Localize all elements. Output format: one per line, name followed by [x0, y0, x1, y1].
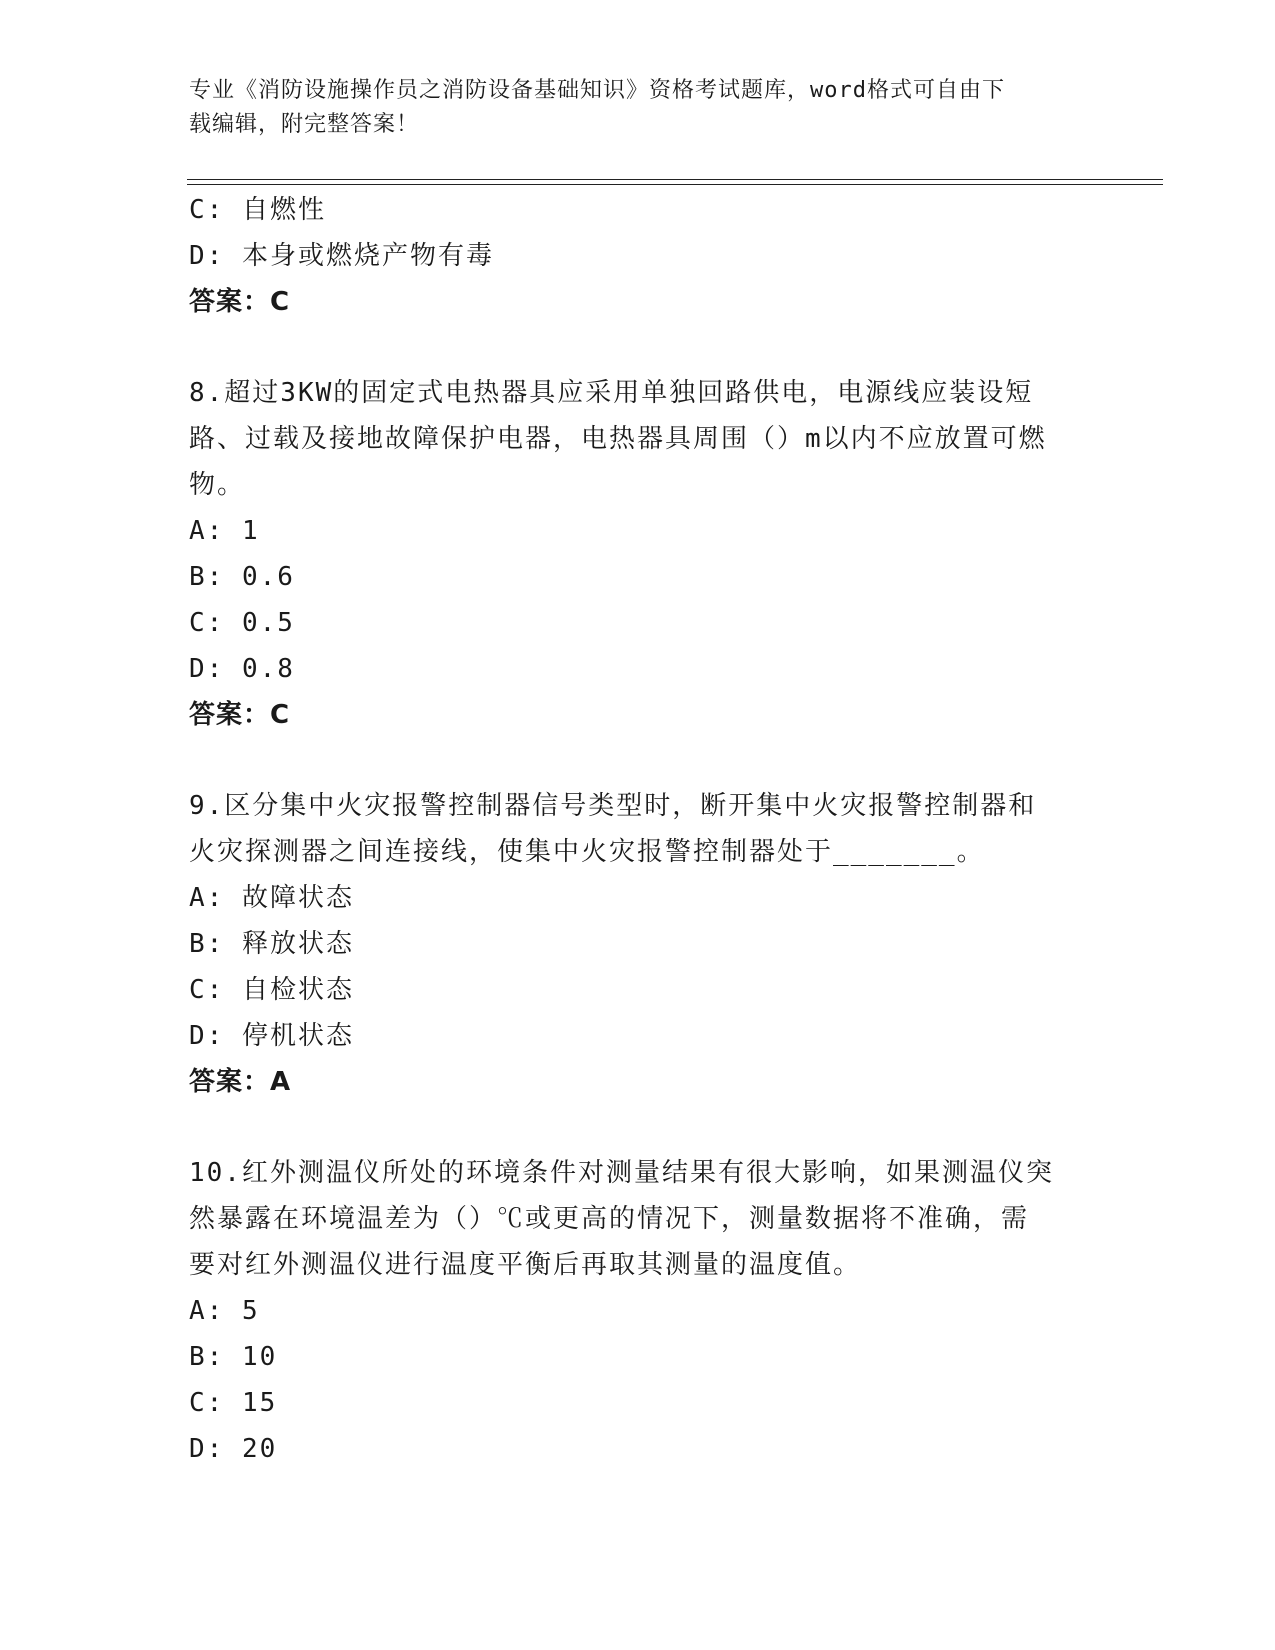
header-line-1: 专业《消防设施操作员之消防设备基础知识》资格考试题库，word格式可自由下 [189, 78, 1005, 103]
q9-option-b: B: 释放状态 [189, 929, 354, 959]
q8-option-b: B: 0.6 [189, 562, 295, 592]
q10-stem-line-2: 然暴露在环境温差为（）℃或更高的情况下，测量数据将不准确，需 [189, 1204, 1030, 1234]
q10-stem-line-1: 10.红外测温仪所处的环境条件对测量结果有很大影响，如果测温仪突 [189, 1158, 1054, 1188]
document-header [189, 74, 1089, 142]
q9-option-a: A: 故障状态 [189, 883, 354, 913]
q9-option-c: C: 自检状态 [189, 975, 354, 1005]
q10-option-b: B: 10 [189, 1342, 278, 1372]
q9-option-d: D: 停机状态 [189, 1021, 354, 1051]
q8-option-d: D: 0.8 [189, 654, 295, 684]
q10-stem-line-3: 要对红外测温仪进行温度平衡后再取其测量的温度值。 [189, 1250, 862, 1280]
q9-answer: 答案：A [189, 1067, 292, 1097]
q8-answer: 答案：C [189, 700, 291, 730]
q8-stem-line-2: 路、过载及接地故障保护电器，电热器具周围（）m以内不应放置可燃 [189, 424, 1047, 454]
header-line-2: 载编辑，附完整答案！ [189, 112, 420, 137]
q8-stem-line-3: 物。 [189, 470, 246, 500]
q7-answer: 答案：C [189, 287, 291, 317]
q9-stem-line-2: 火灾探测器之间连接线，使集中火灾报警控制器处于_______。 [189, 837, 985, 867]
q10-option-a: A: 5 [189, 1296, 260, 1326]
q8-option-a: A: 1 [189, 516, 260, 546]
q9-stem-line-1: 9.区分集中火灾报警控制器信号类型时，断开集中火灾报警控制器和 [189, 791, 1037, 821]
q10-option-d: D: 20 [189, 1434, 278, 1464]
header-double-rule [187, 179, 1163, 185]
q8-option-c: C: 0.5 [189, 608, 295, 638]
q7-option-c: C: 自燃性 [189, 195, 326, 225]
q7-option-d: D: 本身或燃烧产物有毒 [189, 241, 494, 271]
q8-stem-line-1: 8.超过3KW的固定式电热器具应采用单独回路供电，电源线应装设短 [189, 378, 1034, 408]
q10-option-c: C: 15 [189, 1388, 278, 1418]
